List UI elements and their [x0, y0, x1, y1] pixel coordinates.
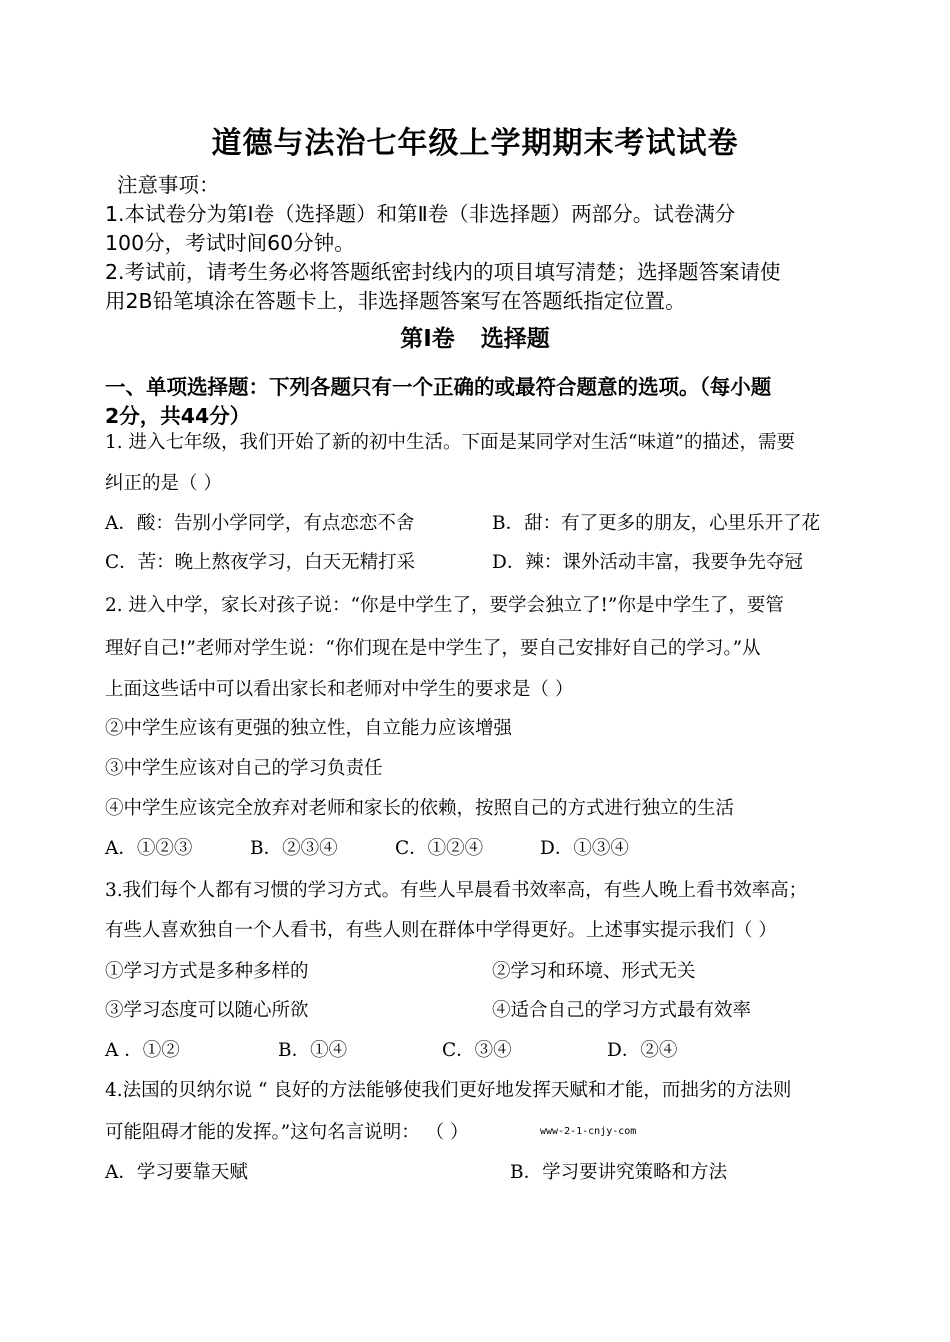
q1-option-d: D．辣：课外活动丰富，我要争先夺冠 [492, 552, 803, 573]
q2-option-b: B．②③④ [250, 838, 338, 859]
notice-item-1-line-1: 1.本试卷分为第Ⅰ卷（选择题）和第Ⅱ卷（非选择题）两部分。试卷满分 [105, 202, 736, 226]
q2-stem-line-2: 理好自己!”老师对学生说：“你们现在是中学生了，要自己安排好自己的学习。”从 [105, 638, 761, 659]
q2-option-d: D．①③④ [540, 838, 629, 859]
q1-stem-line-1: 1. 进入七年级，我们开始了新的初中生活。下面是某同学对生活“味道”的描述，需要 [105, 432, 795, 453]
q2-stem-line-3: 上面这些话中可以看出家长和老师对中学生的要求是（ ） [105, 679, 574, 700]
q2-stem-line-1: 2. 进入中学，家长对孩子说：“你是中学生了，要学会独立了!”你是中学生了，要管 [105, 595, 784, 616]
q2-statement-2: ②中学生应该有更强的独立性，自立能力应该增强 [105, 718, 513, 739]
notice-item-2-line-1: 2.考试前，请考生务必将答题纸密封线内的项目填写清楚；选择题答案请使 [105, 260, 781, 284]
notice-item-2-line-2: 用2B铅笔填涂在答题卡上，非选择题答案写在答题纸指定位置。 [105, 289, 686, 313]
q3-stem-line-1: 3.我们每个人都有习惯的学习方式。有些人早晨看书效率高，有些人晚上看书效率高； [105, 880, 808, 901]
q3-option-b: B．①④ [278, 1040, 348, 1061]
q4-stem-line-2: 可能阻碍才能的发挥。”这句名言说明： （ ） [105, 1122, 469, 1143]
section-heading [0, 320, 950, 353]
q4-stem-line-1: 4.法国的贝纳尔说 “ 良好的方法能够使我们更好地发挥天赋和才能，而拙劣的方法则 [105, 1080, 792, 1101]
section-name: 选择题 [480, 326, 550, 352]
q2-option-a: A．①②③ [105, 838, 193, 859]
q1-stem-line-2: 纠正的是（ ） [105, 473, 222, 494]
section-volume: 第Ⅰ卷 [400, 326, 455, 352]
page-title: 道德与法治七年级上学期期末考试试卷 [211, 126, 739, 161]
q3-option-c: C．③④ [442, 1040, 512, 1061]
q3-option-a: A ．①② [105, 1040, 180, 1061]
part-heading-line-1: 一、单项选择题：下列各题只有一个正确的或最符合题意的选项。（每小题 [105, 375, 772, 399]
q2-statement-3: ③中学生应该对自己的学习负责任 [105, 758, 383, 779]
q3-statement-3: ③学习态度可以随心所欲 [105, 1000, 309, 1021]
q3-statement-2: ②学习和环境、形式无关 [492, 961, 696, 982]
q2-statement-4: ④中学生应该完全放弃对老师和家长的依赖，按照自己的方式进行独立的生活 [105, 798, 735, 819]
q3-option-d: D．②④ [607, 1040, 678, 1061]
q2-option-c: C．①②④ [395, 838, 484, 859]
part-heading-line-2: 2分，共44分） [105, 404, 251, 428]
q4-option-a: A．学习要靠天赋 [105, 1162, 248, 1183]
q3-statement-4: ④适合自己的学习方式最有效率 [492, 1000, 752, 1021]
q3-stem-line-2: 有些人喜欢独自一个人看书，有些人则在群体中学得更好。上述事实提示我们（ ） [105, 920, 777, 941]
q1-option-a: A．酸：告别小学同学，有点恋恋不舍 [105, 513, 415, 534]
q4-option-b: B．学习要讲究策略和方法 [510, 1162, 728, 1183]
notice-item-1-line-2: 100分，考试时间60分钟。 [105, 231, 355, 255]
watermark-text: www-2-1-cnjy-com [540, 1126, 637, 1137]
q1-option-c: C．苦：晚上熬夜学习，白天无精打采 [105, 552, 416, 573]
notice-heading: 注意事项： [117, 173, 220, 197]
q3-statement-1: ①学习方式是多种多样的 [105, 961, 309, 982]
q1-option-b: B．甜：有了更多的朋友，心里乐开了花 [492, 513, 821, 534]
